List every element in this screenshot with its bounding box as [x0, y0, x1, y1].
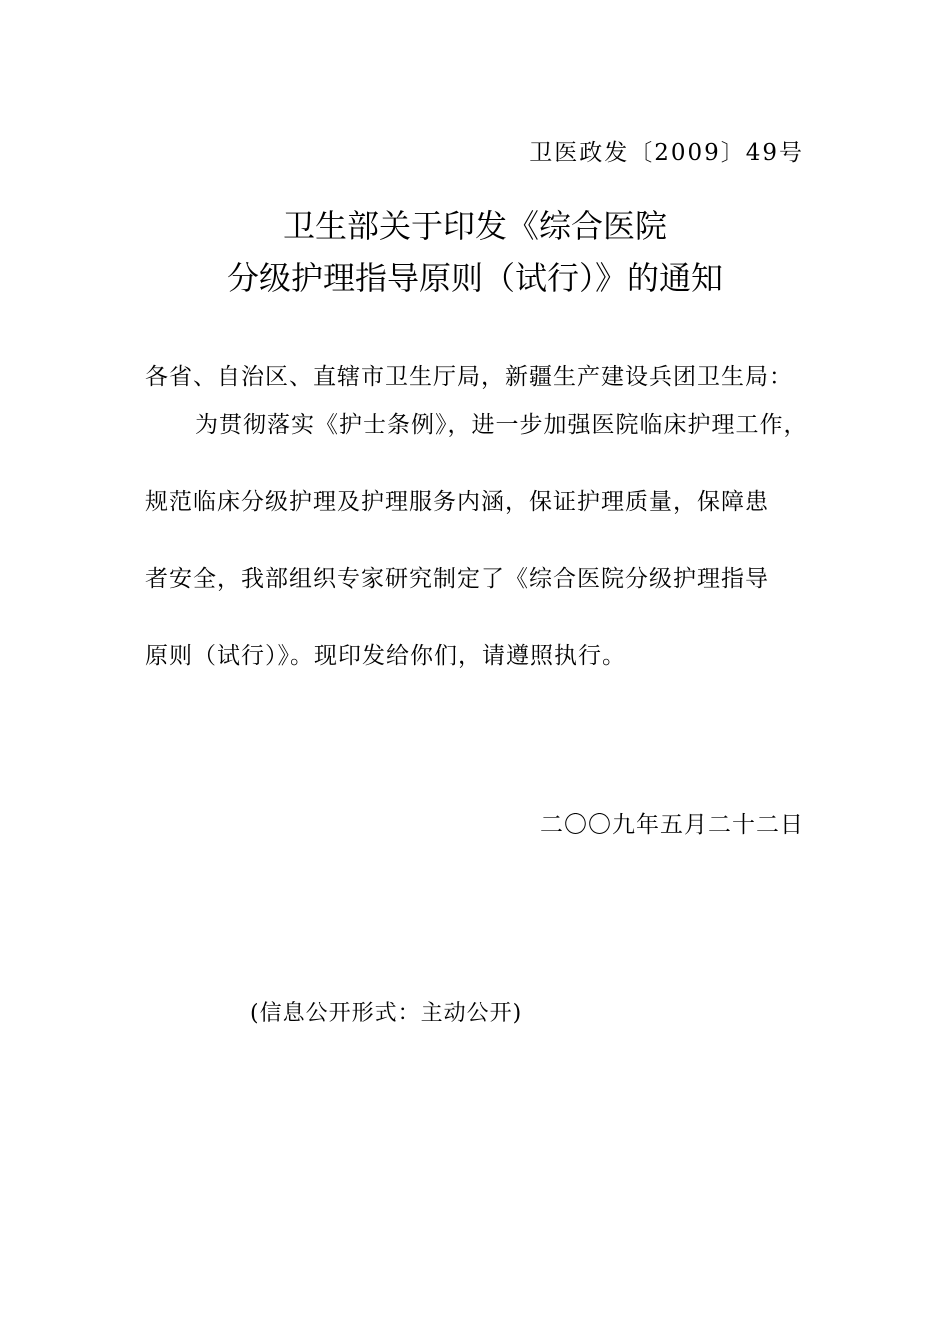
- document-title: [0, 200, 950, 304]
- addressee: 各省、自治区、直辖市卫生厅局，新疆生产建设兵团卫生局：: [145, 364, 793, 390]
- title-line-1: 卫生部关于印发《综合医院: [282, 207, 667, 245]
- body-line-3: 者安全，我部组织专家研究制定了《综合医院分级护理指导: [145, 566, 769, 592]
- body-line-4: 原则（试行）》。现印发给你们，请遵照执行。: [145, 643, 626, 669]
- title-line-2: 分级护理指导原则（试行）》的通知: [226, 259, 723, 297]
- body-paragraph: [145, 406, 808, 714]
- body-line-1: 为贯彻落实《护士条例》，进一步加强医院临床护理工作，: [195, 412, 808, 438]
- body-line-2: 规范临床分级护理及护理服务内涵，保证护理质量，保障患: [145, 489, 769, 515]
- issue-date: 二〇〇九年五月二十二日: [540, 812, 804, 838]
- document-number: 卫医政发〔2009〕49号: [529, 140, 804, 166]
- disclosure-note: (信息公开形式：主动公开): [250, 1001, 523, 1026]
